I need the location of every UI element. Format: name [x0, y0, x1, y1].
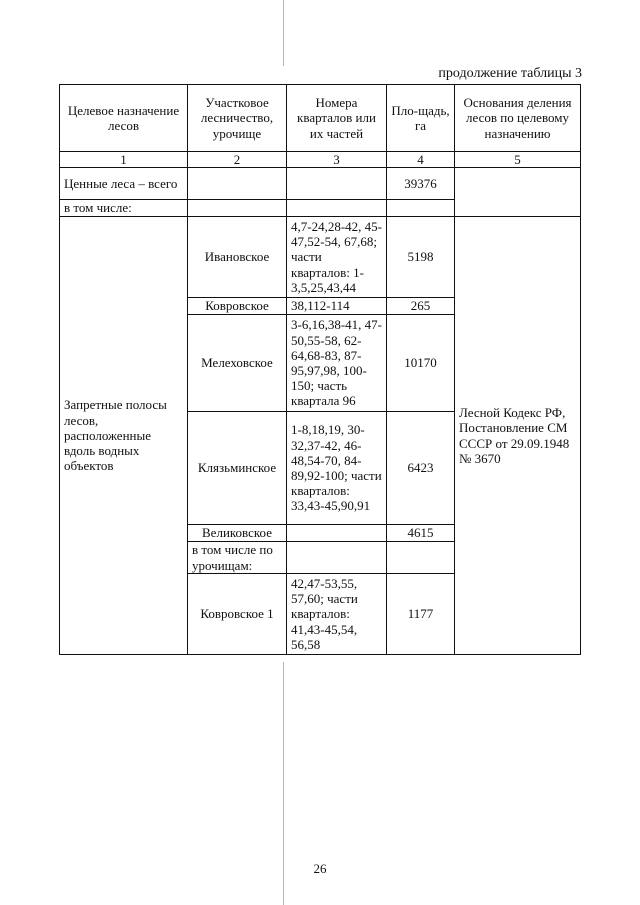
area-cell	[387, 542, 455, 574]
area-cell: 265	[387, 298, 455, 315]
basis-cell: Лесной Кодекс РФ, Постановление СМ СССР от 29.09.1948 № 3670	[455, 217, 581, 655]
quarters-cell: 38,112-114	[287, 298, 387, 315]
header-purpose: Целевое назначение лесов	[60, 85, 188, 152]
column-number: 4	[387, 152, 455, 168]
quarters-cell: 4,7-24,28-42, 45-47,52-54, 67,68; части кварталов: 1-3,5,25,43,44	[287, 217, 387, 298]
page-number: 26	[313, 861, 327, 876]
table-continuation-caption: продолжение таблицы 3	[438, 66, 582, 81]
forestry-cell: в том числе по урочищам:	[188, 542, 287, 574]
forestry-cell: Ковровское	[188, 298, 287, 315]
forestry-cell: Ивановское	[188, 217, 287, 298]
area-cell	[387, 200, 455, 217]
column-number: 1	[60, 152, 188, 168]
purpose-cell: Запретные полосы лесов, расположенные вдоль водных объектов	[60, 217, 188, 655]
quarters-cell: 42,47-53,55, 57,60; части кварталов: 41,43-45,54, 56,58	[287, 574, 387, 655]
quarters-cell	[287, 525, 387, 542]
forest-purpose-table	[59, 84, 581, 655]
area-cell: 6423	[387, 412, 455, 525]
column-number: 5	[455, 152, 581, 168]
forestry-cell: Клязьминское	[188, 412, 287, 525]
header-forestry: Участковое лесничество, урочище	[188, 85, 287, 152]
area-cell: 10170	[387, 315, 455, 412]
purpose-cell: в том числе:	[60, 200, 188, 217]
scan-fold-line-top	[283, 0, 284, 66]
header-quarters: Номера кварталов или их частей	[287, 85, 387, 152]
forestry-cell: Ковровское 1	[188, 574, 287, 655]
area-cell: 4615	[387, 525, 455, 542]
quarters-cell	[287, 168, 387, 200]
area-cell: 5198	[387, 217, 455, 298]
header-row	[60, 85, 581, 152]
area-cell: 39376	[387, 168, 455, 200]
area-cell: 1177	[387, 574, 455, 655]
quarters-cell	[287, 542, 387, 574]
header-basis: Основания деления лесов по целевому назначению	[455, 85, 581, 152]
column-number: 2	[188, 152, 287, 168]
forestry-cell	[188, 168, 287, 200]
column-number-row	[60, 152, 581, 168]
table-row	[60, 168, 581, 200]
purpose-cell: Ценные леса – всего	[60, 168, 188, 200]
quarters-cell: 3-6,16,38-41, 47-50,55-58, 62-64,68-83, 87-95,97,98, 100-150; часть квартала 96	[287, 315, 387, 412]
forestry-cell: Великовское	[188, 525, 287, 542]
table-row	[60, 217, 581, 298]
forestry-cell: Мелеховское	[188, 315, 287, 412]
quarters-cell	[287, 200, 387, 217]
basis-cell	[455, 168, 581, 217]
quarters-cell: 1-8,18,19, 30-32,37-42, 46-48,54-70, 84-89,92-100; части кварталов: 33,43-45,90,91	[287, 412, 387, 525]
column-number: 3	[287, 152, 387, 168]
forestry-cell	[188, 200, 287, 217]
header-area: Пло-щадь, га	[387, 85, 455, 152]
